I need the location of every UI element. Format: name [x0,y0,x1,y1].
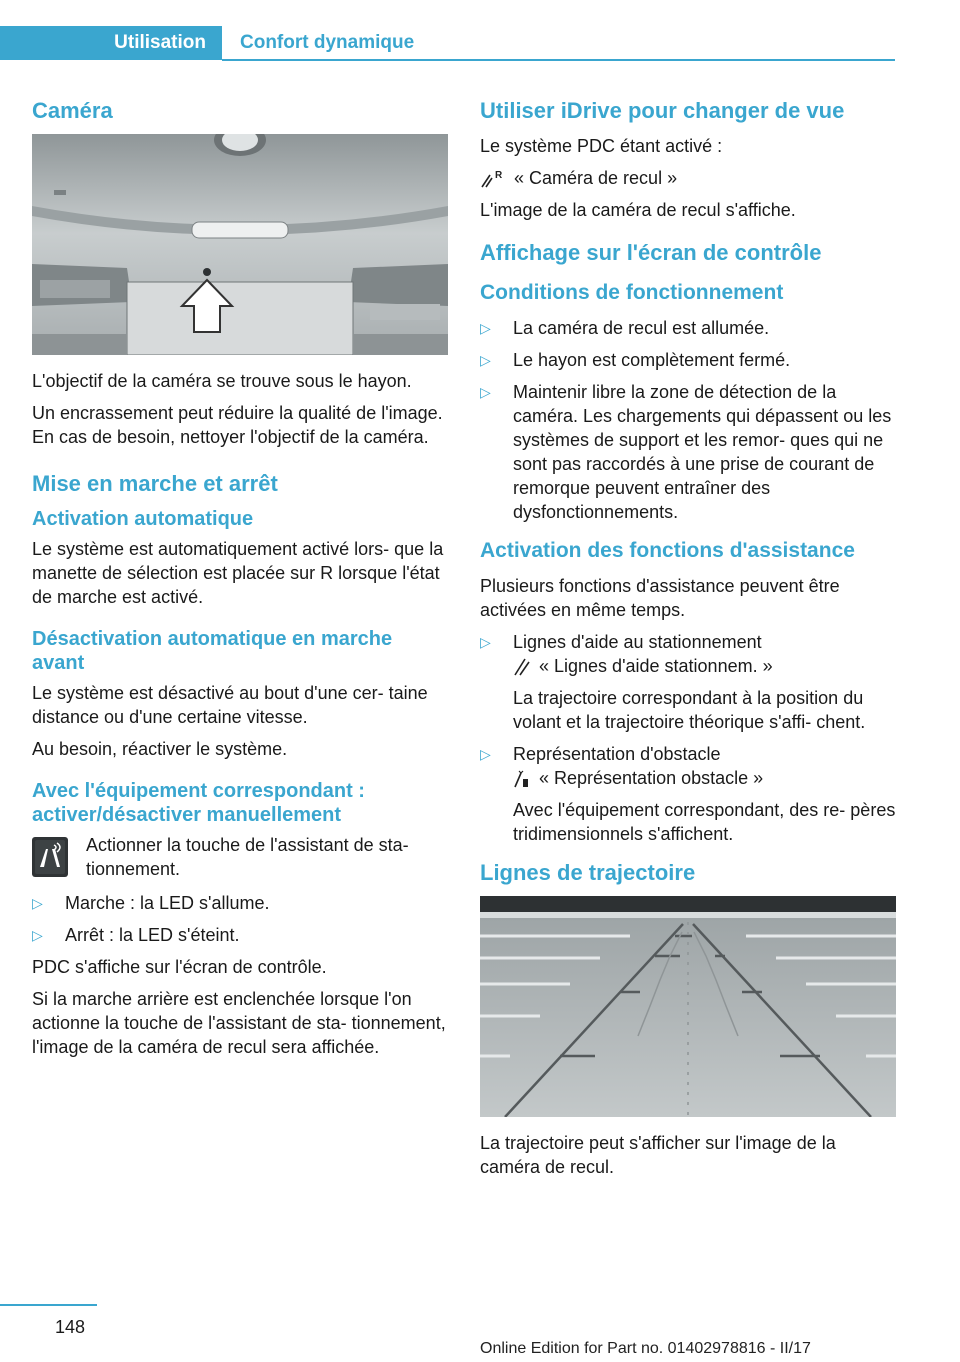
camera-title: Caméra [32,98,113,123]
obstacle-icon [513,768,531,788]
list-item: ▷ Maintenir libre la zone de détection de la caméra. Les chargements qui dépassent ou les systèmes de support et les remor‐ ques qui ne sont pas raccordés à une prise de courant de remorque peuvent entraîner des dysfonctionnements. [480,382,892,522]
idrive-menu-line [480,166,896,190]
manual-title: Avec l'équipement correspondant : activer/désactiver manuellement [32,780,365,826]
trajectory-image [480,896,896,1117]
obstacle-menu-line: « Représentation obstacle » [513,766,896,790]
manual-paragraph: Actionner la touche de l'assistant de sta‐ tionnement. [86,835,409,879]
assist-list [480,630,896,846]
camera-location-image [32,134,448,355]
camera-paragraph-2: Un encrassement peut réduire la qualité de l'image. En cas de besoin, nettoyer l'objectif de la caméra. [32,403,443,447]
list-item: ▷ Arrêt : la LED s'éteint. [32,925,240,945]
trajectory-lines-illustration [480,896,896,1117]
parking-lines-icon [513,656,531,676]
rear-camera-icon [480,167,506,189]
bullet-arrow-icon: ▷ [480,320,491,336]
parking-lines-menu-line: « Lignes d'aide stationnem. » [513,654,896,678]
list-item: ▷ Marche : la LED s'allume. [32,893,270,913]
bullet-arrow-icon: ▷ [32,895,43,911]
auto-deactivation-paragraph-1: Le système est désactivé au bout d'une cer‐ taine distance ou d'une certaine vitesse. [32,683,428,727]
led-list [32,891,448,947]
svg-text:R: R [495,170,503,181]
footer-rule [0,1304,97,1306]
list-item: ▷ Représentation d'obstacle « Représentation obstacle » Avec l'équipement correspondant, des re‐ pères tridimensionnels s'affichent. [480,744,896,844]
left-column [32,98,448,1067]
list-item: ▷ La caméra de recul est allumée. [480,318,770,338]
car-tailgate-illustration [32,134,448,355]
list-item: ▷ Lignes d'aide au stationnement « Lignes d'aide stationnem. » La trajectoire correspondant à la position du volant et la trajectoire théorique s'affi‐ chent. [480,630,896,734]
page-number: 148 [55,1317,86,1337]
header-bar [0,26,895,60]
tab-utilisation[interactable]: Utilisation [0,26,222,60]
trajectory-paragraph: La trajectoire peut s'afficher sur l'image de la caméra de recul. [480,1133,836,1177]
mise-en-marche-title: Mise en marche et arrêt [32,471,278,496]
auto-activation-title: Activation automatique [32,508,254,530]
idrive-menu-label: « Caméra de recul » [514,168,678,188]
parking-assist-button-icon [32,837,68,877]
reverse-paragraph: Si la marche arrière est enclenchée lorsque l'on actionne la touche de l'assistant de sta‐ tionnement, l'image de la caméra de recul sera affichée. [32,989,446,1057]
right-column [480,98,896,1187]
display-title: Affichage sur l'écran de contrôle [480,240,822,265]
bullet-arrow-icon: ▷ [480,634,491,650]
conditions-title: Conditions de fonctionnement [480,281,784,304]
tab-confort-dynamique[interactable]: Confort dynamique [240,32,415,53]
edition-footer: Online Edition for Part no. 01402978816 - II/17 [480,1340,811,1357]
header-rule [222,59,895,61]
auto-deactivation-title: Désactivation automatique en marche avant [32,628,393,674]
idrive-paragraph-1: Le système PDC étant activé : [480,136,723,156]
idrive-paragraph-2: L'image de la caméra de recul s'affiche. [480,200,796,220]
conditions-list [480,316,896,524]
bullet-arrow-icon: ▷ [480,746,491,762]
idrive-title: Utiliser iDrive pour changer de vue [480,98,845,123]
auto-activation-paragraph: Le système est automatiquement activé lors‐ que la manette de sélection est placée sur R lorsque l'état de marche est activé. [32,539,444,607]
camera-paragraph-1: L'objectif de la caméra se trouve sous le hayon. [32,371,412,391]
auto-deactivation-paragraph-2: Au besoin, réactiver le système. [32,739,288,759]
assist-paragraph: Plusieurs fonctions d'assistance peuvent être activées en même temps. [480,576,840,620]
pdc-paragraph: PDC s'affiche sur l'écran de contrôle. [32,957,327,977]
assist-title: Activation des fonctions d'assistance [480,539,855,562]
bullet-arrow-icon: ▷ [480,384,491,400]
trajectory-title: Lignes de trajectoire [480,860,696,885]
bullet-arrow-icon: ▷ [480,352,491,368]
bullet-arrow-icon: ▷ [32,927,43,943]
list-item: ▷ Le hayon est complètement fermé. [480,350,791,370]
parking-assist-row [32,833,448,881]
